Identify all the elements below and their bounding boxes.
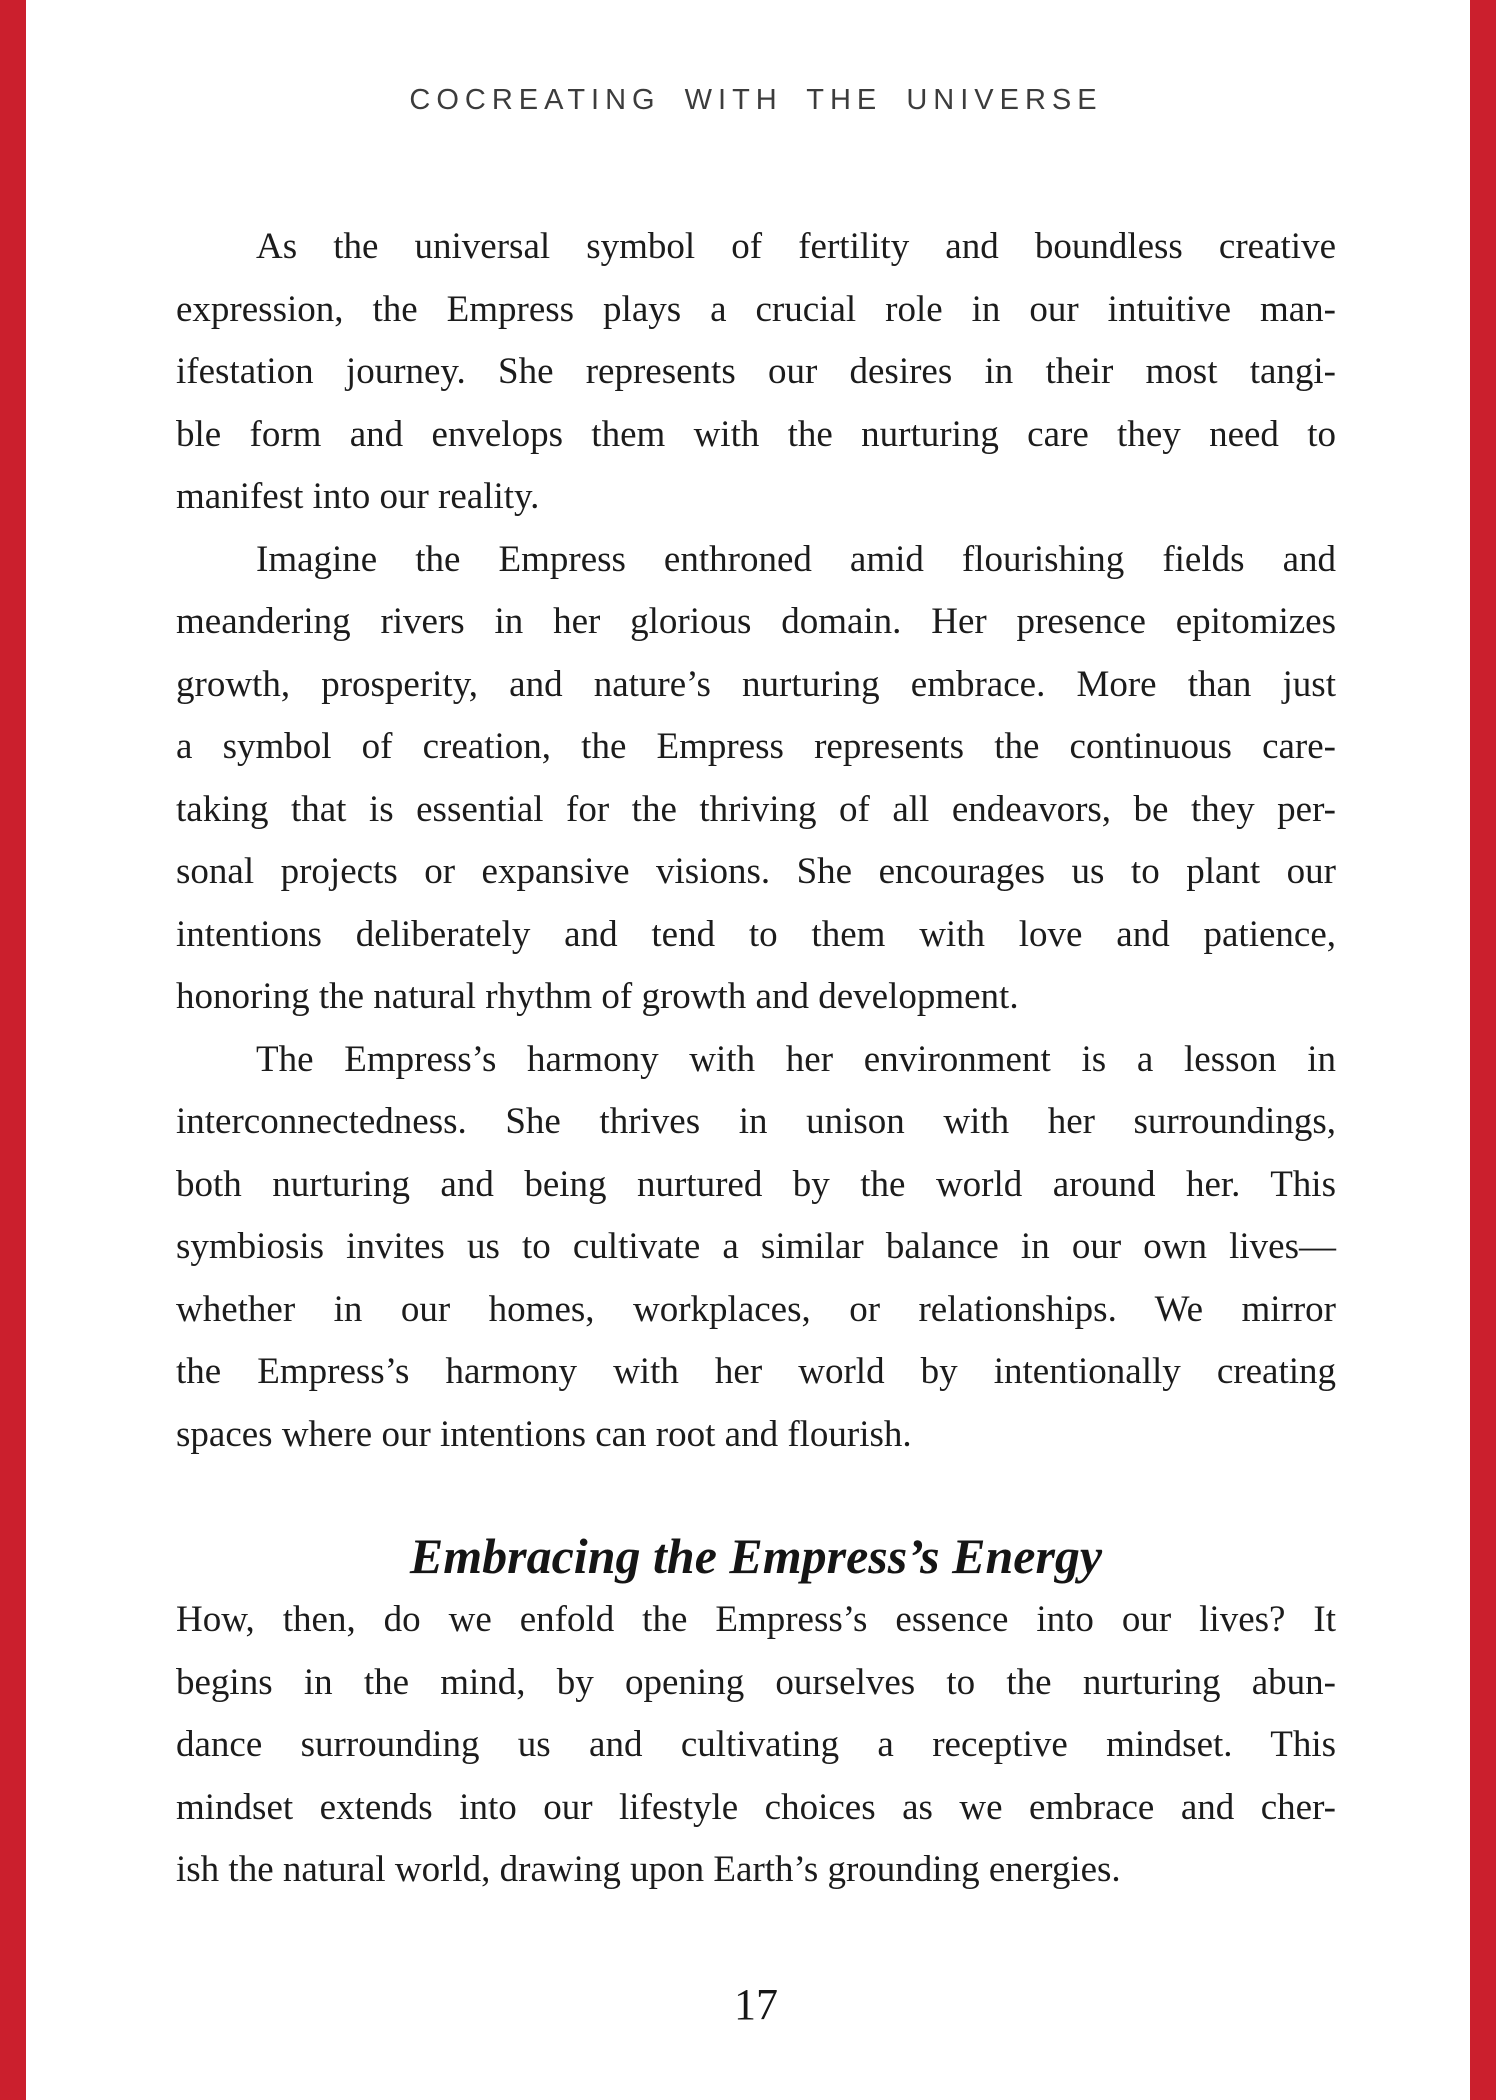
- text-line: symbiosis invites us to cultivate a similar balance in our own lives—: [176, 1226, 1336, 1267]
- text-line: How, then, do we enfold the Empress’s essence into our lives? It: [176, 1599, 1336, 1640]
- text-line: sonal projects or expansive visions. She encourages us to plant our: [176, 851, 1336, 892]
- text-line: interconnectedness. She thrives in unison with her surroundings,: [176, 1101, 1336, 1142]
- text-line: whether in our homes, workplaces, or relationships. We mirror: [176, 1288, 1336, 1330]
- text-line: ble form and envelops them with the nurturing care they need to: [176, 413, 1336, 455]
- text-line: taking that is essential for the thriving of all endeavors, be they per-: [176, 788, 1336, 830]
- paragraph: [176, 1589, 1336, 1902]
- red-page-edge-left: [0, 0, 26, 2100]
- text-line: honoring the natural rhythm of growth and development.: [176, 976, 1019, 1017]
- text-line: a symbol of creation, the Empress represents the continuous care-: [176, 726, 1336, 767]
- red-page-edge-right: [1470, 0, 1496, 2100]
- text-line: As the universal symbol of fertility and boundless creative: [256, 226, 1336, 267]
- paragraph: [176, 529, 1336, 1029]
- text-line: meandering rivers in her glorious domain. Her presence epitomizes: [176, 601, 1336, 642]
- text-line: spaces where our intentions can root and flourish.: [176, 1413, 912, 1455]
- text-line: both nurturing and being nurtured by the world around her. This: [176, 1163, 1336, 1205]
- text-line: The Empress’s harmony with her environment is a lesson in: [256, 1038, 1336, 1080]
- page-body: [176, 216, 1336, 1902]
- paragraph: [176, 1029, 1336, 1467]
- paragraph: [176, 216, 1336, 529]
- running-header: COCREATING WITH THE UNIVERSE: [409, 84, 1103, 116]
- text-line: manifest into our reality.: [176, 476, 540, 517]
- text-line: intentions deliberately and tend to them with love and patience,: [176, 913, 1336, 955]
- text-line: dance surrounding us and cultivating a receptive mindset. This: [176, 1724, 1336, 1765]
- text-line: the Empress’s harmony with her world by intentionally creating: [176, 1351, 1336, 1392]
- page-number: 17: [734, 1980, 778, 2029]
- text-line: begins in the mind, by opening ourselves to the nurturing abun-: [176, 1661, 1336, 1703]
- text-line: mindset extends into our lifestyle choices as we embrace and cher-: [176, 1786, 1336, 1828]
- section-heading: Embracing the Empress’s Energy: [409, 1528, 1103, 1584]
- text-line: ifestation journey. She represents our desires in their most tangi-: [176, 351, 1336, 392]
- text-line: growth, prosperity, and nature’s nurturing embrace. More than just: [176, 663, 1336, 705]
- text-line: Imagine the Empress enthroned amid flourishing fields and: [256, 538, 1336, 580]
- text-line: ish the natural world, drawing upon Earth’s grounding energies.: [176, 1849, 1121, 1890]
- text-line: expression, the Empress plays a crucial role in our intuitive man-: [176, 288, 1336, 330]
